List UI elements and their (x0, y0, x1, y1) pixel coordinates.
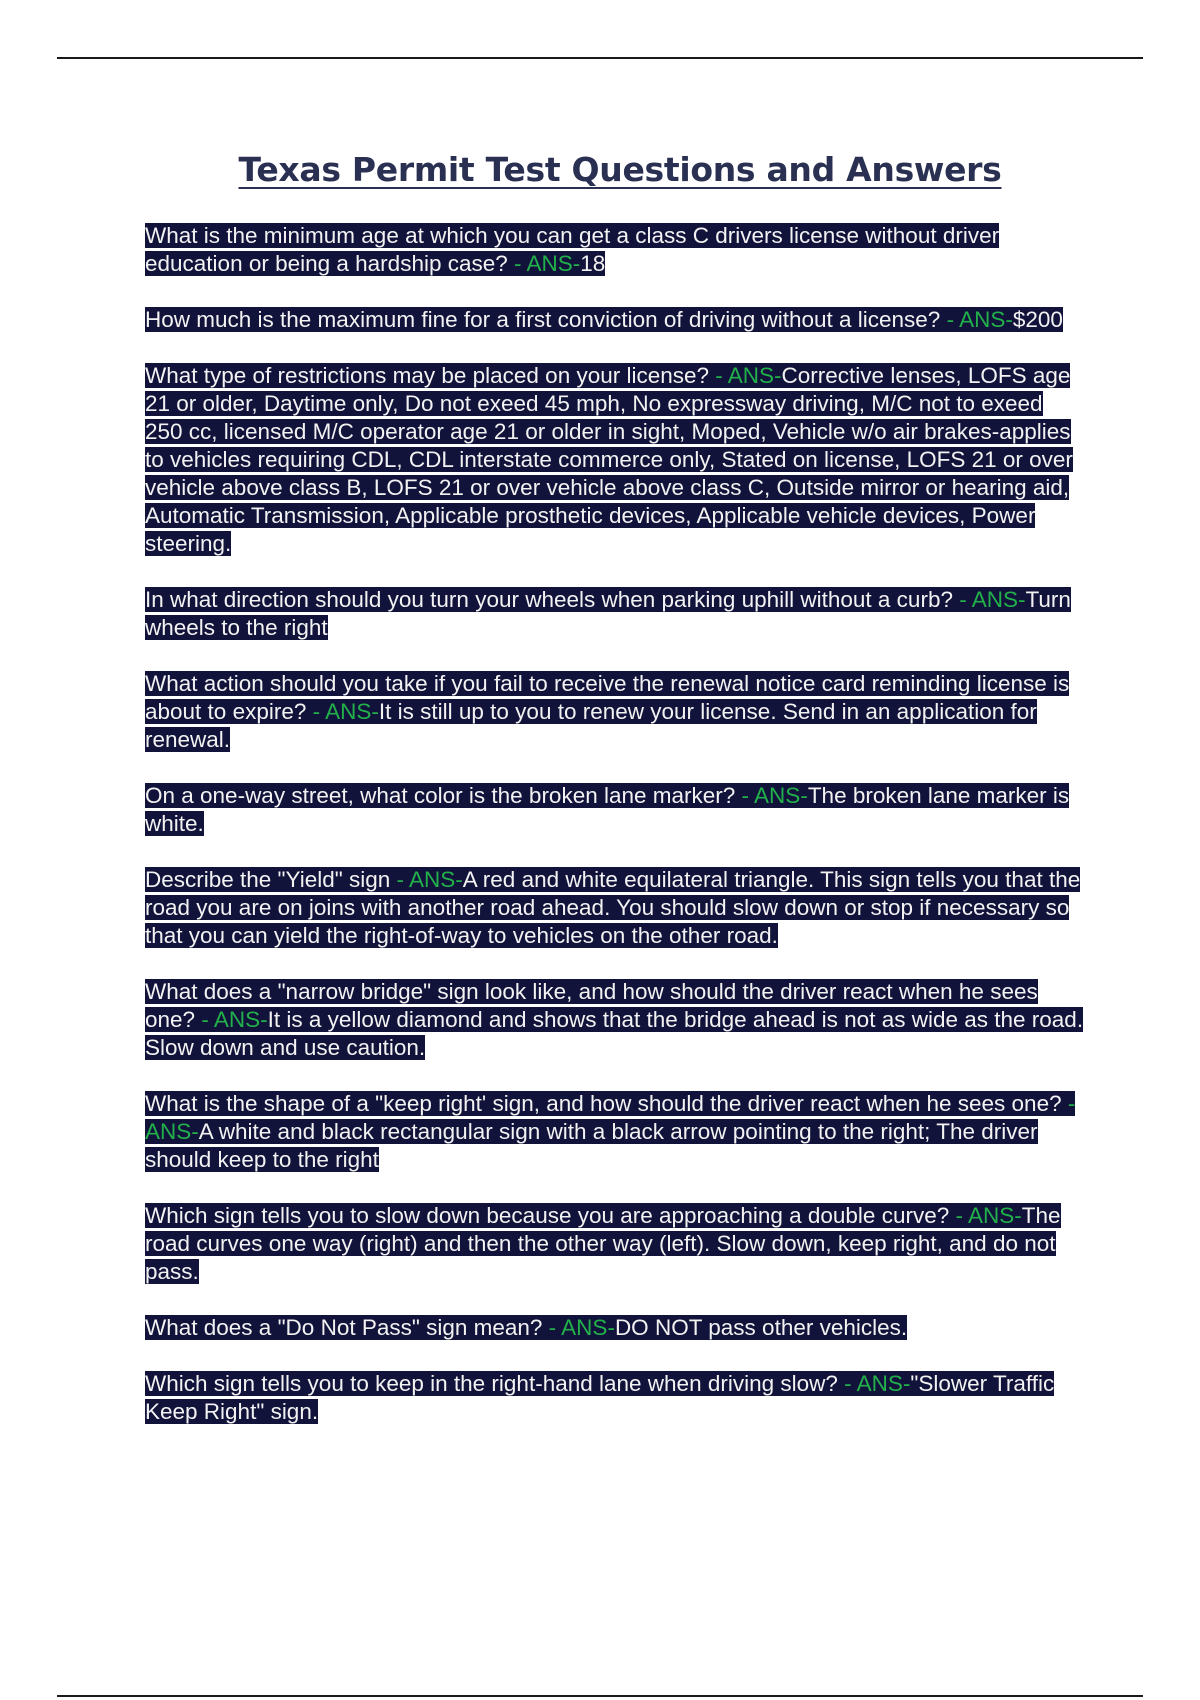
qa-highlight (145, 783, 1069, 836)
qa-item (145, 1314, 1085, 1342)
top-rule (57, 57, 1143, 59)
page-title-text: Texas Permit Test Questions and Answers (238, 150, 1002, 189)
answer-marker: - ANS- (709, 363, 782, 388)
question-text: How much is the maximum fine for a first conviction of driving without a license? (145, 307, 941, 332)
qa-item (145, 1090, 1085, 1174)
question-text: Which sign tells you to keep in the right-hand lane when driving slow? (145, 1371, 838, 1396)
qa-highlight (145, 867, 1080, 948)
answer-marker: - ANS- (507, 251, 581, 276)
question-text: What does a "narrow bridge" sign look like, and how should the driver react when he sees one? (145, 979, 1038, 1032)
qa-item (145, 306, 1085, 334)
answer-text: Turn wheels to the right (145, 587, 1071, 640)
qa-item (145, 866, 1085, 950)
question-text: Describe the "Yield" sign (145, 867, 391, 892)
qa-highlight (145, 1315, 907, 1340)
qa-item (145, 586, 1085, 642)
question-text: Which sign tells you to slow down because you are approaching a double curve? (145, 1203, 950, 1228)
answer-text: DO NOT pass other vehicles. (614, 1315, 908, 1340)
qa-highlight (145, 671, 1069, 752)
answer-marker: - ANS- (390, 867, 463, 892)
answer-marker: - ANS- (735, 783, 808, 808)
answer-marker: - ANS- (952, 587, 1026, 612)
answer-marker: - ANS- (837, 1371, 911, 1396)
answer-marker: - ANS- (949, 1203, 1022, 1228)
qa-item (145, 1370, 1085, 1426)
answer-text: The road curves one way (right) and then the other way (left). Slow down, keep right, and do not pass. (145, 1203, 1061, 1284)
qa-highlight (145, 979, 1083, 1060)
qa-highlight (145, 223, 999, 276)
bottom-rule (57, 1695, 1143, 1697)
answer-text: 18 (580, 251, 606, 276)
qa-highlight (145, 307, 1063, 332)
answer-text: It is a yellow diamond and shows that the bridge ahead is not as wide as the road. Slow down and use caution. (145, 1007, 1084, 1060)
qa-highlight (145, 1203, 1061, 1284)
qa-highlight (145, 363, 1073, 556)
question-text: What is the minimum age at which you can get a class C drivers license without driver education or being a hardship case? (145, 223, 1000, 276)
qa-list (145, 222, 1085, 1454)
answer-text: The broken lane marker is white. (145, 783, 1070, 836)
qa-highlight (145, 1091, 1075, 1172)
answer-text: It is still up to you to renew your license. Send in an application for renewal. (145, 699, 1037, 752)
qa-item (145, 222, 1085, 278)
answer-marker: - ANS- (145, 1091, 1076, 1144)
question-text: What does a "Do Not Pass" sign mean? (145, 1315, 543, 1340)
answer-text: Corrective lenses, LOFS age 21 or older, Daytime only, Do not exeed 45 mph, No expressway driving, M/C not to exeed 250 cc, licensed M/C operator age 21 or older in sight, Moped, Vehicle w/o air brakes-applies to vehicles requiring CDL, CDL interstate commerce only, Stated on license, LOFS 21 or over vehicle above class B, LOFS 21 or over vehicle above class C, Outside mirror or hearing aid, Automatic Transmission, Applicable prosthetic devices, Applicable vehicle devices, Power steering. (145, 363, 1073, 556)
answer-text: A white and black rectangular sign with a black arrow pointing to the right; The driver should keep to the right (145, 1119, 1038, 1172)
question-text: In what direction should you turn your wheels when parking uphill without a curb? (145, 587, 953, 612)
qa-item (145, 1202, 1085, 1286)
qa-highlight (145, 587, 1071, 640)
answer-marker: - ANS- (195, 1007, 268, 1032)
qa-item (145, 978, 1085, 1062)
page-title (0, 150, 1200, 189)
answer-marker: - ANS- (306, 699, 379, 724)
answer-text: "Slower Traffic Keep Right" sign. (145, 1371, 1055, 1424)
qa-item (145, 670, 1085, 754)
answer-marker: - ANS- (940, 307, 1013, 332)
question-text: On a one-way street, what color is the broken lane marker? (145, 783, 736, 808)
qa-item (145, 782, 1085, 838)
question-text: What type of restrictions may be placed on your license? (145, 363, 710, 388)
qa-item (145, 362, 1085, 558)
answer-text: A red and white equilateral triangle. This sign tells you that the road you are on joins with another road ahead. You should slow down or stop if necessary so that you can yield the right-of-way to vehicles on the other road. (145, 867, 1081, 948)
question-text: What action should you take if you fail to receive the renewal notice card reminding license is about to expire? (145, 671, 1070, 724)
answer-marker: - ANS- (542, 1315, 615, 1340)
qa-highlight (145, 1371, 1054, 1424)
answer-text: $200 (1012, 307, 1063, 332)
question-text: What is the shape of a "keep right' sign, and how should the driver react when he sees one? (145, 1091, 1062, 1116)
